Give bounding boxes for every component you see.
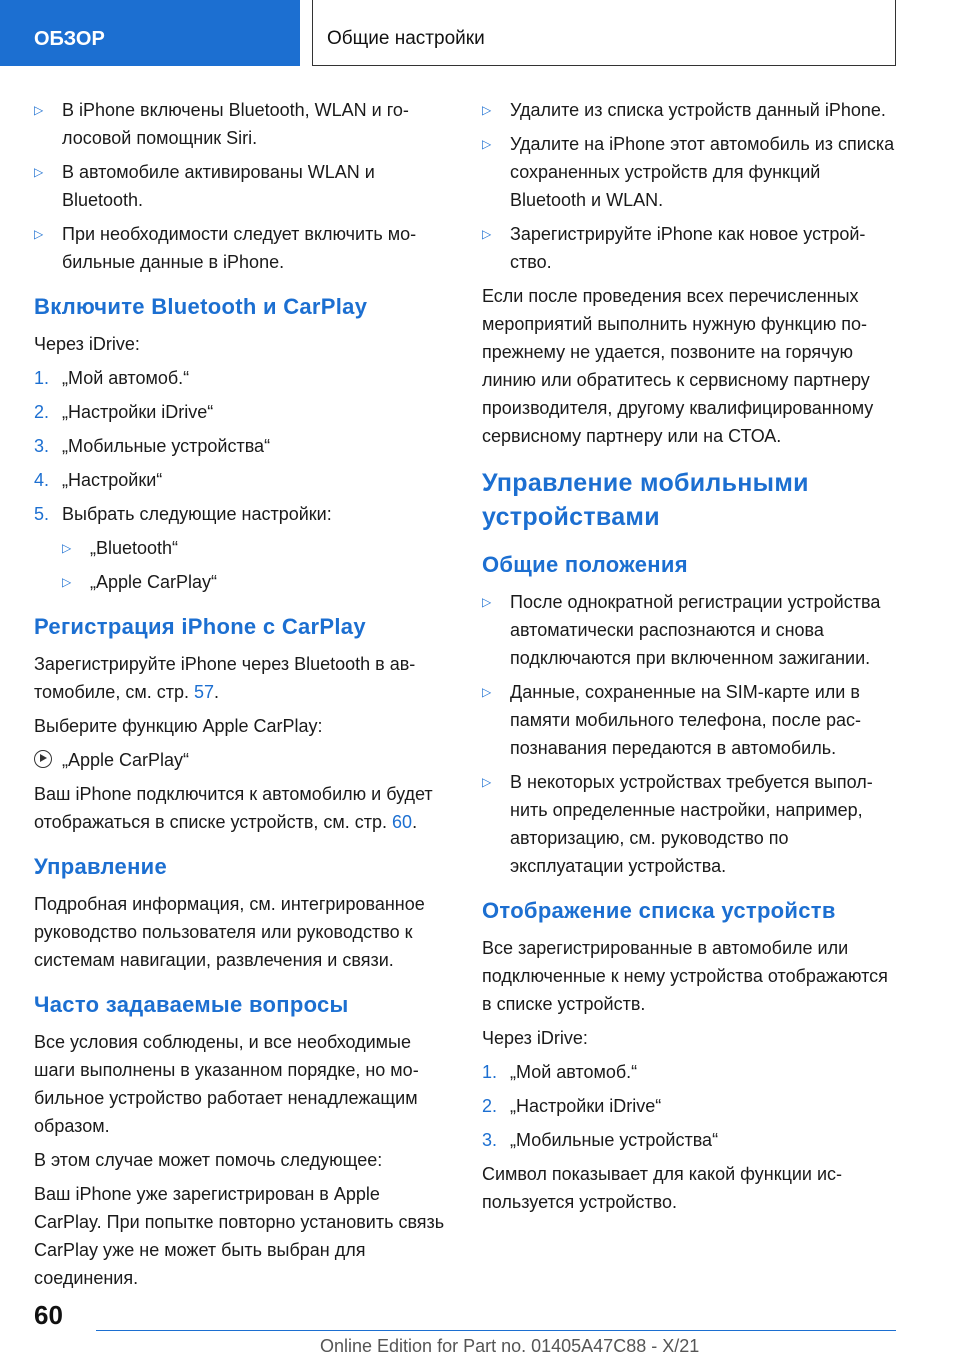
connect-text: Ваш iPhone подключится к автомобилю и будет отображаться в списке устройств, см. стр. 60. bbox=[34, 784, 433, 832]
heading-device-list: Отображение списка устройств bbox=[482, 898, 836, 923]
faq-paragraph: В этом случае может помочь следующее: bbox=[34, 1150, 383, 1170]
triangle-bullet-icon: ▷ bbox=[62, 541, 72, 555]
heading-bluetooth-carplay: Включите Bluetooth и CarPlay bbox=[34, 294, 368, 319]
play-circle-icon bbox=[34, 750, 52, 768]
page-number: 60 bbox=[34, 1300, 63, 1330]
sub-list-item: ▷ „Bluetooth“ bbox=[62, 534, 450, 562]
list-item: ▷ Зарегистрируйте iPhone как новое устройство. bbox=[482, 220, 898, 276]
faq-paragraph: Все условия соблюдены, и все необходимые шаги выполнены в указанном порядке, но мобильное устройство работает ненадлежащим образом. bbox=[34, 1032, 419, 1136]
triangle-bullet-icon: ▷ bbox=[34, 103, 44, 117]
list-item: ▷ После однократной регистрации устройства автоматически распознаются и снова подключаются при включенном зажигании. bbox=[482, 588, 898, 672]
triangle-bullet-icon: ▷ bbox=[482, 775, 492, 789]
heading-register-iphone: Регистрация iPhone с CarPlay bbox=[34, 614, 366, 639]
heading-control: Управление bbox=[34, 854, 168, 879]
fail-text: Если после проведения всех перечисленных мероприятий выполнить нужную функцию попрежнему не удается, позвоните на горячую линию или обратитесь к сервисному партнеру производителя, другому квалифицированному сервисному партнеру или на СТОА. bbox=[482, 286, 874, 446]
faq-paragraph: Ваш iPhone уже зарегистрирован в Apple CarPlay. При попытке повторно установить связь CarPlay уже не может быть выбран для соединения. bbox=[34, 1184, 445, 1288]
page-link-57[interactable]: 57 bbox=[193, 682, 214, 702]
page-header bbox=[0, 0, 960, 66]
device-list-text: Все зарегистрированные в автомобиле или подключенные к нему устройства отображаются в списке устройств. bbox=[482, 938, 888, 1014]
list-item: ▷ В iPhone включены Bluetooth, WLAN и голосовой помощник Siri. bbox=[34, 96, 450, 152]
triangle-bullet-icon: ▷ bbox=[62, 575, 72, 589]
via-idrive-text: Через iDrive: bbox=[482, 1028, 588, 1048]
register-text: Зарегистрируйте iPhone через Bluetooth в автомобиле, см. стр. 57. bbox=[34, 654, 416, 702]
sub-list-item: ▷ „Apple CarPlay“ bbox=[62, 568, 450, 596]
choose-function-text: Выберите функцию Apple CarPlay: bbox=[34, 716, 323, 736]
heading-mobile-devices: Управление мобильными устройствами bbox=[482, 469, 809, 531]
step-item: 1. „Мой автомоб.“ bbox=[34, 368, 190, 388]
step-item: 4. „Настройки“ bbox=[34, 470, 163, 490]
symbol-text: Символ показывает для какой функции используется устройство. bbox=[482, 1164, 843, 1212]
list-item: ▷ В некоторых устройствах требуется выполнить определенные настройки, например, авторизацию, см. руководство по эксплуатации устройства. bbox=[482, 768, 898, 880]
list-item: ▷ Данные, сохраненные на SIM-карте или в памяти мобильного телефона, после распознавания передаются в автомобиль. bbox=[482, 678, 898, 762]
via-idrive-text: Через iDrive: bbox=[34, 334, 140, 354]
heading-faq: Часто задаваемые вопросы bbox=[34, 992, 349, 1017]
list-item: ▷ Удалите на iPhone этот автомобиль из списка сохраненных устройств для функций Bluetooth и WLAN. bbox=[482, 130, 898, 214]
heading-general: Общие положения bbox=[482, 552, 688, 577]
step-item: 5. Выбрать следующие настройки: bbox=[34, 504, 332, 524]
step-item: 1. „Мой автомоб.“ bbox=[482, 1062, 638, 1082]
triangle-bullet-icon: ▷ bbox=[482, 227, 492, 241]
step-item: 2. „Настройки iDrive“ bbox=[482, 1096, 662, 1116]
left-column bbox=[34, 96, 450, 1298]
step-item: 2. „Настройки iDrive“ bbox=[34, 402, 214, 422]
triangle-bullet-icon: ▷ bbox=[34, 165, 44, 179]
triangle-bullet-icon: ▷ bbox=[482, 103, 492, 117]
carplay-menu-item: „Apple CarPlay“ bbox=[34, 746, 450, 774]
chapter-title: Общие настройки bbox=[312, 0, 896, 66]
step-item: 3. „Мобильные устройства“ bbox=[34, 436, 271, 456]
triangle-bullet-icon: ▷ bbox=[482, 595, 492, 609]
page-link-60[interactable]: 60 bbox=[392, 812, 413, 832]
control-text: Подробная информация, см. интегрированное руководство пользователя или руководство к системам навигации, развлечения и связи. bbox=[34, 894, 425, 970]
list-item: ▷ В автомобиле активированы WLAN и Bluetooth. bbox=[34, 158, 450, 214]
footer-divider bbox=[96, 1330, 896, 1331]
list-item: ▷ Удалите из списка устройств данный iPhone. bbox=[482, 96, 898, 124]
triangle-bullet-icon: ▷ bbox=[482, 137, 492, 151]
footer-edition: Online Edition for Part no. 01405A47C88 - X/21 bbox=[320, 1336, 700, 1356]
triangle-bullet-icon: ▷ bbox=[482, 685, 492, 699]
right-column bbox=[482, 96, 898, 1222]
section-tab: ОБЗОР bbox=[0, 0, 300, 66]
step-item: 3. „Мобильные устройства“ bbox=[482, 1130, 719, 1150]
triangle-bullet-icon: ▷ bbox=[34, 227, 44, 241]
list-item: ▷ При необходимости следует включить мобильные данные в iPhone. bbox=[34, 220, 450, 276]
